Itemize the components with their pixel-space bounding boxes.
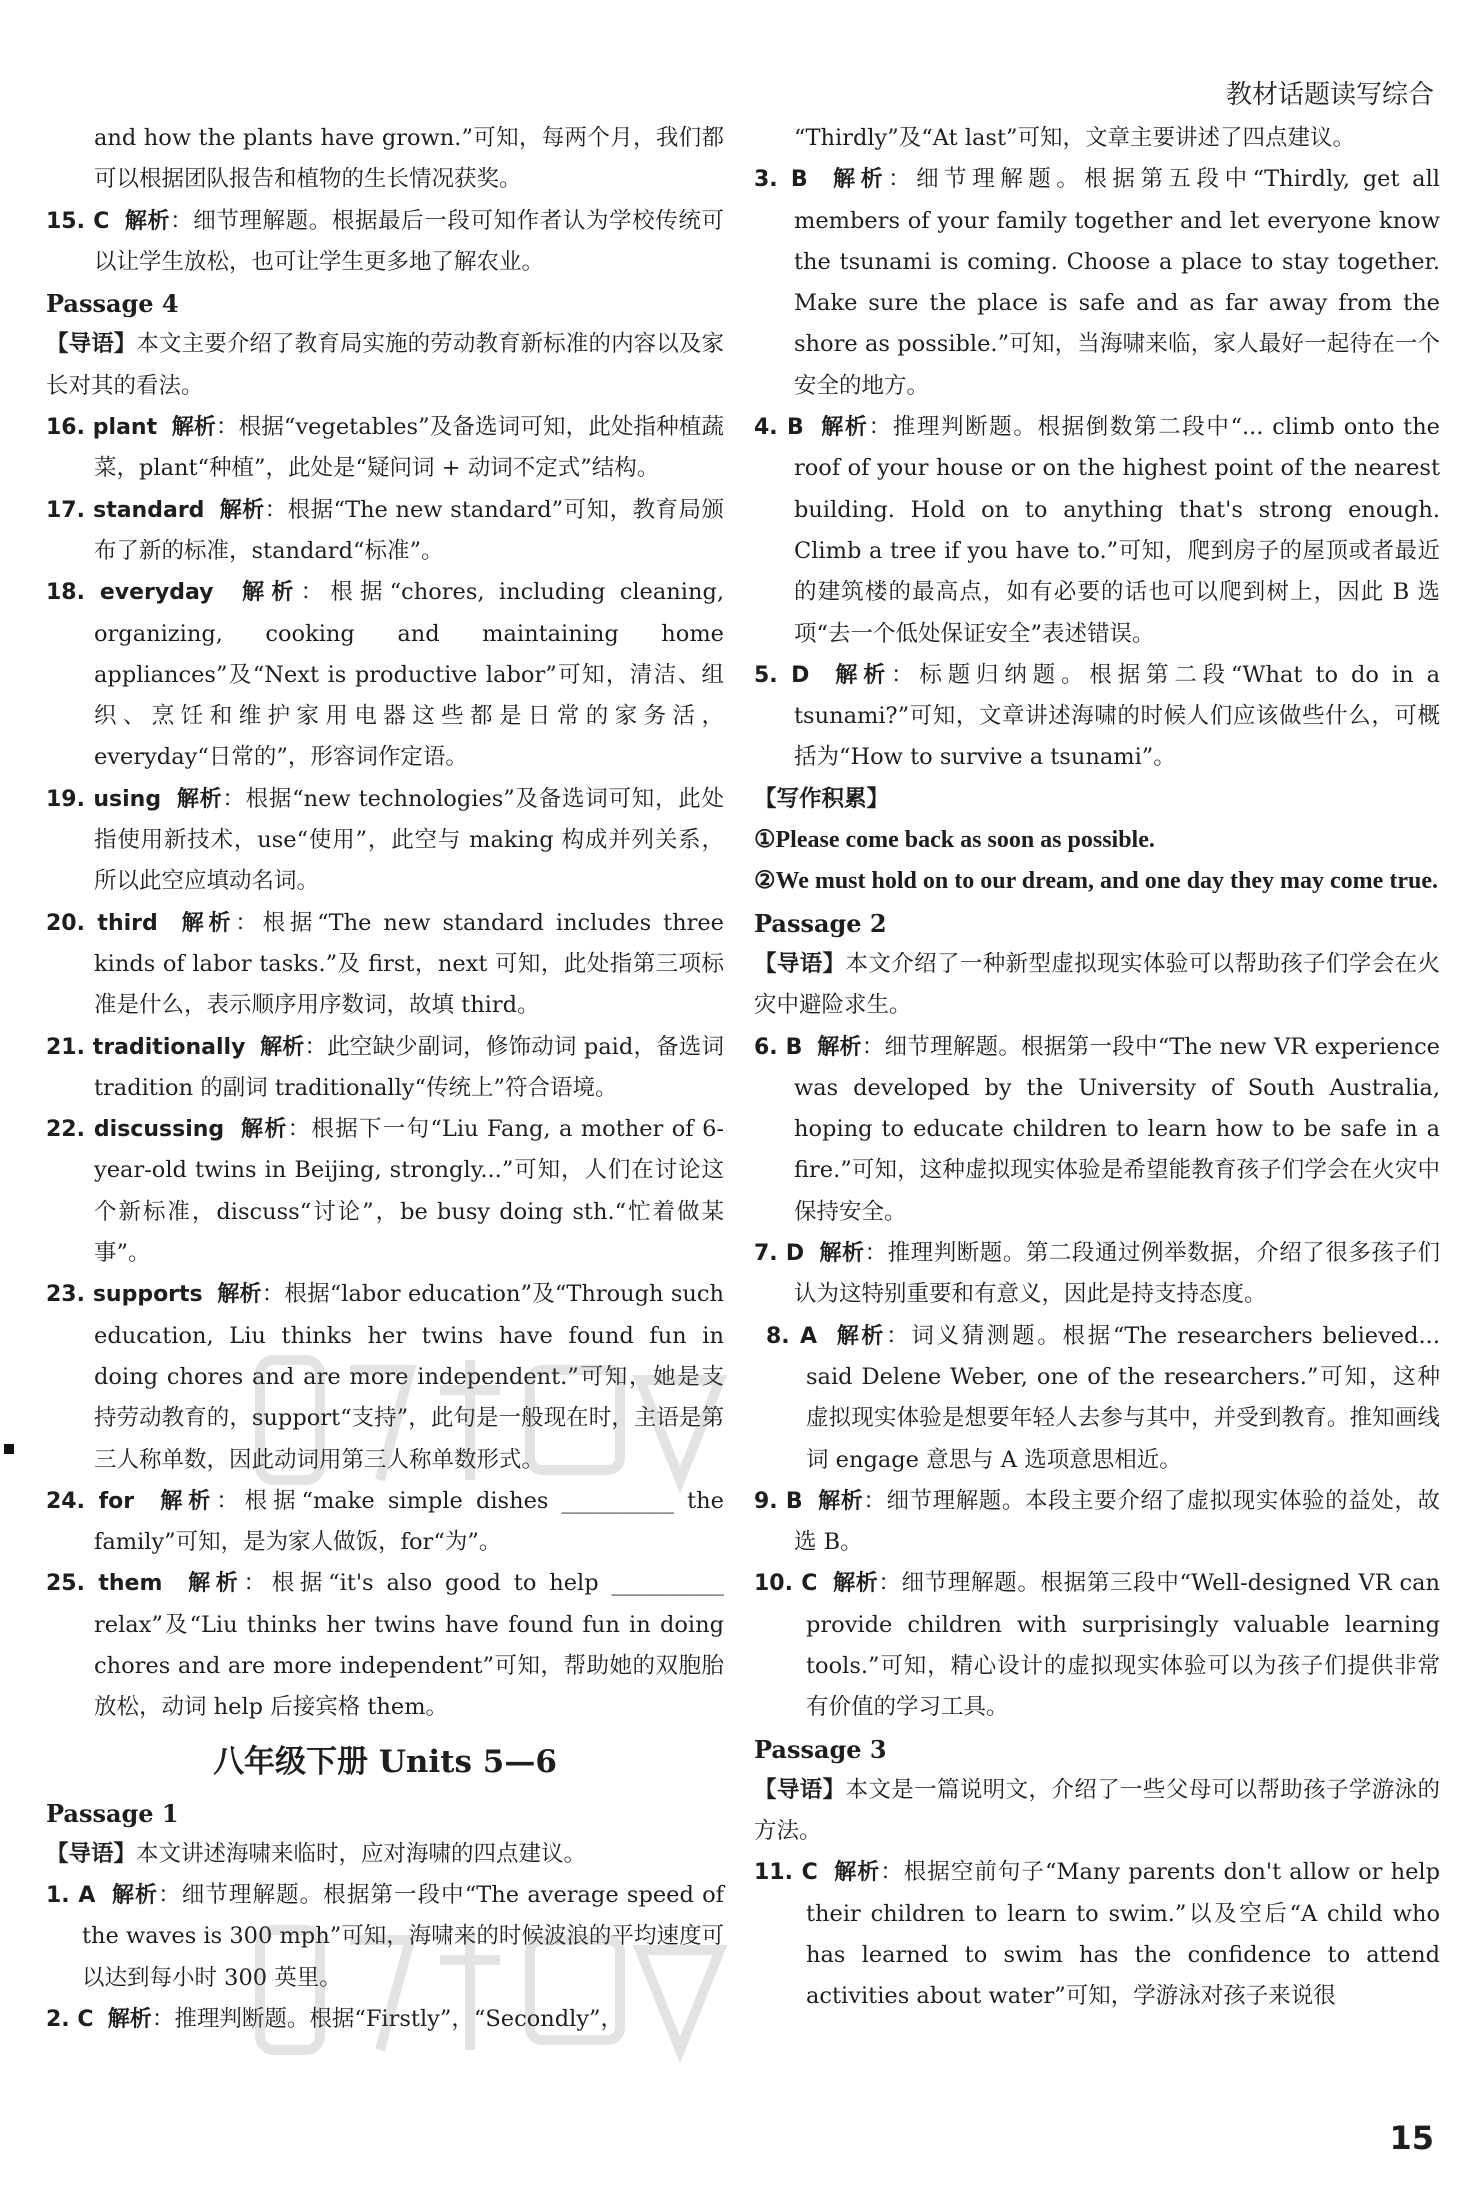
answer-item-17: 17. standard 解析：根据“The new standard”可知，教育局颁布了新的标准，standard“标准”。 xyxy=(46,496,724,564)
answer-item-24: 24. for 解析：根据“make simple dishes __________ the family”可知，是为家人做饭，for“为”。 xyxy=(46,1487,724,1556)
answer-item-2: 2. C 解析：推理判断题。根据“Firstly”，“Secondly”， xyxy=(46,2006,624,2033)
answer-item-23: 23. supports 解析：根据“labor education”及“Through such education, Liu thinks her twins have found fun in doing chores and are more independent.”可知，她是支持劳动教育的，support“支持”，此句是一般现在时，主语是第三人称单数，因此动词用第三人称单数形式。 xyxy=(46,1281,724,1473)
answer-item-5: 5. D 解析：标题归纳题。根据第二段“What to do in a tsunami?”可知，文章讲述海啸的时候人们应该做些什么，可概括为“How to survive a tsunami”。 xyxy=(754,661,1440,771)
blank: __________ xyxy=(561,1487,675,1514)
writing-sentence-1: ①Please come back as soon as possible. xyxy=(754,827,1155,854)
answer-item-20: 20. third 解析：根据“The new standard includes three kinds of labor tasks.”及 first，next 可知，此处指第三项标准是什么，表示顺序用序数词，故填 third。 xyxy=(46,909,724,1019)
answer-item-9: 9. B 解析：细节理解题。本段主要介绍了虚拟现实体验的益处，故选 B。 xyxy=(754,1487,1440,1556)
left-column xyxy=(46,118,724,2040)
answer-15-continued: and how the plants have grown.”可知，每两个月，我们都可以根据团队报告和植物的生长情况获奖。 xyxy=(94,125,724,193)
answer-item-18: 18. everyday 解析：根据“chores, including cleaning, organizing, cooking and maintaining home appliances”及“Next is productive labor”可知，清洁、组织、烹饪和维护家用电器这些都是日常的家务活，everyday“日常的”，形容词作定语。 xyxy=(46,579,724,771)
answer-item-8: 8. A 解析：词义猜测题。根据“The researchers believed... said Delene Weber, one of the researchers.”可知，这种虚拟现实体验是想要年轻人去参与其中，并受到教育。推知画线词 engage 意思与 A 选项意思相近。 xyxy=(766,1322,1440,1473)
running-header: 教材话题读写综合 xyxy=(1225,80,1434,110)
passage-title: Passage 4 xyxy=(46,289,179,319)
answer-item-16: 16. plant 解析：根据“vegetables”及备选词可知，此处指种植蔬菜，plant“种植”，此处是“疑问词 + 动词不定式”结构。 xyxy=(46,414,724,482)
passage-intro: 【导语】本文介绍了一种新型虚拟现实体验可以帮助孩子们学会在火灾中避险求生。 xyxy=(754,950,1440,1019)
passage-title: Passage 2 xyxy=(754,908,887,938)
passage-intro: 【导语】本文主要介绍了教育局实施的劳动教育新标准的内容以及家长对其的看法。 xyxy=(46,331,724,399)
writing-accumulation-heading: 【写作积累】 xyxy=(754,785,890,812)
section-title: 八年级下册 Units 5—6 xyxy=(213,1743,557,1780)
answer-item-22: 22. discussing 解析：根据下一句“Liu Fang, a mother of 6-year-old twins in Beijing, strongly...”可知，人们在讨论这个新标准，discuss“讨论”，be busy doing sth.“忙着做某事”。 xyxy=(46,1116,724,1267)
answer-item-4: 4. B 解析：推理判断题。根据倒数第二段中“... climb onto the roof of your house or on the highest point of the nearest building. Hold on to anything that's strong enough. Climb a tree if you have to.”可知，爬到房子的屋顶或者最近的建筑楼的最高点，如有必要的话也可以爬到树上，因此 B 选项“去一个低处保证安全”表述错误。 xyxy=(754,414,1440,647)
answer-item-6: 6. B 解析：细节理解题。根据第一段中“The new VR experience was developed by the University of South Australia, hoping to educate children to learn how to be safe in a fire.”可知，这种虚拟现实体验是希望能教育孩子们学会在火灾中保持安全。 xyxy=(754,1033,1440,1225)
page-number: 15 xyxy=(1389,2119,1434,2157)
answer-item-19: 19. using 解析：根据“new technologies”及备选词可知，此处指使用新技术，use“使用”，此空与 making 构成并列关系，所以此空应填动名词。 xyxy=(46,785,724,895)
answer-item-21: 21. traditionally 解析：此空缺少副词，修饰动词 paid，备选词 tradition 的副词 traditionally“传统上”符合语境。 xyxy=(46,1033,724,1101)
answer-2-continued: “Thirdly”及“At last”可知，文章主要讲述了四点建议。 xyxy=(794,125,1356,151)
answer-item-15: 15. C 解析：细节理解题。根据最后一段可知作者认为学校传统可以让学生放松，也可让学生更多地了解农业。 xyxy=(46,207,724,275)
margin-marker xyxy=(4,1444,14,1454)
right-column xyxy=(754,118,1440,2018)
answer-item-3: 3. B 解析：细节理解题。根据第五段中“Thirdly, get all members of your family together and let everyone know the tsunami is coming. Choose a place to stay together. Make sure the place is safe and as far away from the shore as possible.”可知，当海啸来临，家人最好一起待在一个安全的地方。 xyxy=(754,166,1440,399)
answer-item-25: 25. them 解析：根据“it's also good to help __________ relax”及“Liu thinks her twins have found fun in doing chores and are more independent”可知，帮助她的双胞胎放松，动词 help 后接宾格 them。 xyxy=(46,1570,724,1721)
blank: __________ xyxy=(611,1570,724,1597)
writing-sentence-2: ②We must hold on to our dream, and one day they may come true. xyxy=(754,868,1438,895)
answer-item-1: 1. A 解析：细节理解题。根据第一段中“The average speed of the waves is 300 mph”可知，海啸来的时候波浪的平均速度可以达到每小时 300 英里。 xyxy=(46,1882,724,1991)
passage-title: Passage 3 xyxy=(754,1734,887,1764)
passage-intro: 【导语】本文讲述海啸来临时，应对海啸的四点建议。 xyxy=(46,1840,587,1867)
answer-item-7: 7. D 解析：推理判断题。第二段通过例举数据，介绍了很多孩子们认为这特别重要和有意义，因此是持支持态度。 xyxy=(754,1240,1440,1308)
passage-title: Passage 1 xyxy=(46,1798,179,1828)
answer-item-11: 11. C 解析：根据空前句子“Many parents don't allow or help their children to learn to swim.”以及空后“A child who has learned to swim has the confidence to attend activities about water”可知，学游泳对孩子来说很 xyxy=(754,1859,1440,2010)
passage-intro: 【导语】本文是一篇说明文，介绍了一些父母可以帮助孩子学游泳的方法。 xyxy=(754,1776,1440,1845)
answer-item-10: 10. C 解析：细节理解题。根据第三段中“Well-designed VR can provide children with surprisingly valuable learning tools.”可知，精心设计的虚拟现实体验可以为孩子们提供非常有价值的学习工具。 xyxy=(754,1570,1440,1721)
